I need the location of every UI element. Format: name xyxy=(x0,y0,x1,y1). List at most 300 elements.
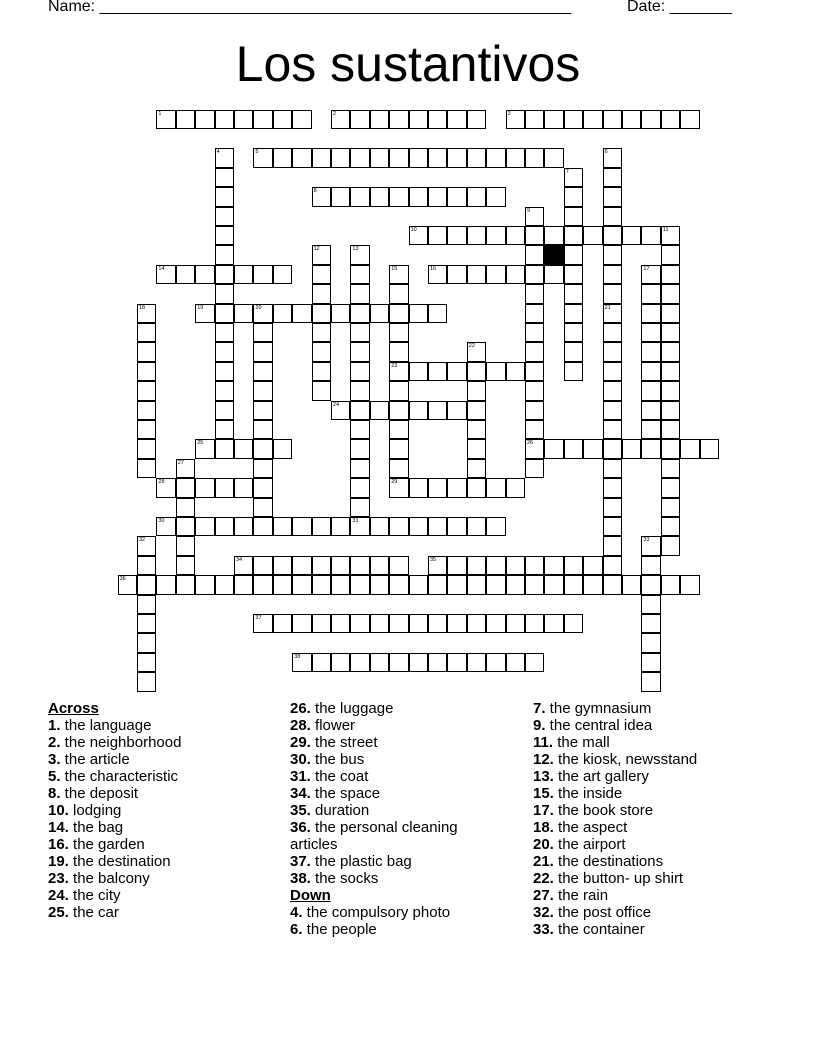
crossword-cell[interactable] xyxy=(641,342,660,361)
crossword-cell[interactable] xyxy=(195,304,214,323)
crossword-cell[interactable] xyxy=(603,439,622,458)
crossword-cell[interactable] xyxy=(215,226,234,245)
crossword-cell[interactable] xyxy=(525,226,544,245)
crossword-cell[interactable] xyxy=(409,517,428,536)
crossword-cell[interactable] xyxy=(525,284,544,303)
crossword-cell[interactable] xyxy=(292,556,311,575)
crossword-cell[interactable] xyxy=(409,478,428,497)
crossword-cell[interactable] xyxy=(253,362,272,381)
crossword-cell[interactable] xyxy=(525,459,544,478)
crossword-cell[interactable] xyxy=(641,614,660,633)
crossword-cell[interactable] xyxy=(603,420,622,439)
crossword-cell[interactable] xyxy=(447,653,466,672)
crossword-cell[interactable] xyxy=(195,265,214,284)
crossword-cell[interactable] xyxy=(195,517,214,536)
crossword-cell[interactable] xyxy=(350,401,369,420)
crossword-cell[interactable] xyxy=(525,575,544,594)
crossword-cell[interactable] xyxy=(428,304,447,323)
crossword-cell[interactable] xyxy=(641,304,660,323)
crossword-cell[interactable] xyxy=(603,556,622,575)
crossword-cell[interactable] xyxy=(350,614,369,633)
crossword-cell[interactable] xyxy=(661,362,680,381)
crossword-cell[interactable] xyxy=(370,556,389,575)
crossword-cell[interactable] xyxy=(564,265,583,284)
crossword-cell[interactable] xyxy=(467,439,486,458)
crossword-cell[interactable] xyxy=(661,517,680,536)
crossword-cell[interactable] xyxy=(253,323,272,342)
crossword-cell[interactable] xyxy=(525,381,544,400)
crossword-cell[interactable] xyxy=(603,381,622,400)
crossword-cell[interactable] xyxy=(253,420,272,439)
crossword-cell[interactable] xyxy=(312,304,331,323)
crossword-cell[interactable] xyxy=(603,245,622,264)
crossword-cell[interactable] xyxy=(447,265,466,284)
crossword-cell[interactable] xyxy=(564,362,583,381)
crossword-cell[interactable] xyxy=(331,653,350,672)
crossword-cell[interactable] xyxy=(409,226,428,245)
crossword-cell[interactable] xyxy=(409,575,428,594)
crossword-cell[interactable] xyxy=(564,323,583,342)
crossword-cell[interactable] xyxy=(447,110,466,129)
crossword-cell[interactable] xyxy=(253,304,272,323)
crossword-cell[interactable] xyxy=(641,595,660,614)
crossword-cell[interactable] xyxy=(389,381,408,400)
crossword-cell[interactable] xyxy=(467,517,486,536)
crossword-cell[interactable] xyxy=(506,575,525,594)
crossword-cell[interactable] xyxy=(137,381,156,400)
crossword-cell[interactable] xyxy=(447,478,466,497)
crossword-cell[interactable] xyxy=(525,653,544,672)
crossword-cell[interactable] xyxy=(253,517,272,536)
crossword-cell[interactable] xyxy=(544,439,563,458)
crossword-cell[interactable] xyxy=(641,362,660,381)
crossword-cell[interactable] xyxy=(467,110,486,129)
crossword-cell[interactable] xyxy=(564,614,583,633)
crossword-cell[interactable] xyxy=(641,226,660,245)
crossword-cell[interactable] xyxy=(641,323,660,342)
crossword-cell[interactable] xyxy=(428,148,447,167)
crossword-cell[interactable] xyxy=(215,478,234,497)
crossword-cell[interactable] xyxy=(486,187,505,206)
crossword-cell[interactable] xyxy=(350,439,369,458)
crossword-cell[interactable] xyxy=(312,284,331,303)
crossword-cell[interactable] xyxy=(486,148,505,167)
crossword-cell[interactable] xyxy=(292,304,311,323)
crossword-cell[interactable] xyxy=(350,187,369,206)
crossword-cell[interactable] xyxy=(447,575,466,594)
crossword-cell[interactable] xyxy=(253,401,272,420)
crossword-cell[interactable] xyxy=(331,304,350,323)
crossword-cell[interactable] xyxy=(253,459,272,478)
crossword-cell[interactable] xyxy=(661,478,680,497)
crossword-cell[interactable] xyxy=(467,653,486,672)
crossword-cell[interactable] xyxy=(506,110,525,129)
crossword-cell[interactable] xyxy=(215,401,234,420)
crossword-cell[interactable] xyxy=(564,207,583,226)
crossword-cell[interactable] xyxy=(661,420,680,439)
crossword-cell[interactable] xyxy=(215,304,234,323)
crossword-cell[interactable] xyxy=(389,284,408,303)
crossword-cell[interactable] xyxy=(661,304,680,323)
crossword-cell[interactable] xyxy=(409,362,428,381)
crossword-cell[interactable] xyxy=(622,110,641,129)
crossword-cell[interactable] xyxy=(350,498,369,517)
crossword-cell[interactable] xyxy=(215,168,234,187)
crossword-cell[interactable] xyxy=(525,362,544,381)
crossword-cell[interactable] xyxy=(486,265,505,284)
crossword-cell[interactable] xyxy=(525,439,544,458)
crossword-cell[interactable] xyxy=(564,226,583,245)
crossword-cell[interactable] xyxy=(603,187,622,206)
crossword-cell[interactable] xyxy=(389,653,408,672)
crossword-cell[interactable] xyxy=(176,517,195,536)
crossword-cell[interactable] xyxy=(389,304,408,323)
crossword-cell[interactable] xyxy=(370,575,389,594)
crossword-cell[interactable] xyxy=(428,226,447,245)
crossword-cell[interactable] xyxy=(253,381,272,400)
crossword-cell[interactable] xyxy=(234,556,253,575)
crossword-cell[interactable] xyxy=(544,575,563,594)
crossword-cell[interactable] xyxy=(603,517,622,536)
crossword-cell[interactable] xyxy=(292,517,311,536)
crossword-cell[interactable] xyxy=(603,110,622,129)
crossword-cell[interactable] xyxy=(564,110,583,129)
crossword-cell[interactable] xyxy=(447,556,466,575)
crossword-cell[interactable] xyxy=(215,517,234,536)
crossword-cell[interactable] xyxy=(525,342,544,361)
crossword-cell[interactable] xyxy=(661,439,680,458)
crossword-cell[interactable] xyxy=(389,614,408,633)
crossword-cell[interactable] xyxy=(409,187,428,206)
crossword-cell[interactable] xyxy=(215,110,234,129)
crossword-cell[interactable] xyxy=(409,110,428,129)
crossword-cell[interactable] xyxy=(350,420,369,439)
crossword-cell[interactable] xyxy=(176,478,195,497)
crossword-cell[interactable] xyxy=(350,110,369,129)
crossword-cell[interactable] xyxy=(603,401,622,420)
crossword-cell[interactable] xyxy=(544,265,563,284)
crossword-cell[interactable] xyxy=(564,187,583,206)
crossword-cell[interactable] xyxy=(253,614,272,633)
crossword-cell[interactable] xyxy=(273,265,292,284)
crossword-cell[interactable] xyxy=(370,148,389,167)
crossword-cell[interactable] xyxy=(156,478,175,497)
crossword-cell[interactable] xyxy=(389,478,408,497)
crossword-cell[interactable] xyxy=(312,148,331,167)
crossword-cell[interactable] xyxy=(603,284,622,303)
crossword-cell[interactable] xyxy=(428,556,447,575)
crossword-cell[interactable] xyxy=(253,556,272,575)
crossword-cell[interactable] xyxy=(486,614,505,633)
crossword-cell[interactable] xyxy=(603,304,622,323)
crossword-cell[interactable] xyxy=(253,342,272,361)
crossword-cell[interactable] xyxy=(428,265,447,284)
crossword-cell[interactable] xyxy=(467,556,486,575)
crossword-cell[interactable] xyxy=(428,401,447,420)
crossword-cell[interactable] xyxy=(370,517,389,536)
crossword-cell[interactable] xyxy=(215,207,234,226)
crossword-cell[interactable] xyxy=(409,614,428,633)
crossword-cell[interactable] xyxy=(525,614,544,633)
crossword-cell[interactable] xyxy=(215,284,234,303)
crossword-cell[interactable] xyxy=(641,265,660,284)
crossword-cell[interactable] xyxy=(564,439,583,458)
crossword-cell[interactable] xyxy=(661,110,680,129)
crossword-cell[interactable] xyxy=(292,148,311,167)
crossword-cell[interactable] xyxy=(428,187,447,206)
crossword-cell[interactable] xyxy=(156,575,175,594)
crossword-cell[interactable] xyxy=(525,420,544,439)
crossword-cell[interactable] xyxy=(331,148,350,167)
crossword-cell[interactable] xyxy=(292,653,311,672)
crossword-cell[interactable] xyxy=(389,556,408,575)
crossword-cell[interactable] xyxy=(273,614,292,633)
crossword-cell[interactable] xyxy=(312,245,331,264)
crossword-cell[interactable] xyxy=(350,517,369,536)
crossword-cell[interactable] xyxy=(486,226,505,245)
crossword-cell[interactable] xyxy=(525,110,544,129)
crossword-cell[interactable] xyxy=(486,575,505,594)
crossword-cell[interactable] xyxy=(641,420,660,439)
crossword-cell[interactable] xyxy=(525,304,544,323)
crossword-cell[interactable] xyxy=(234,265,253,284)
crossword-cell[interactable] xyxy=(525,265,544,284)
crossword-cell[interactable] xyxy=(350,245,369,264)
crossword-cell[interactable] xyxy=(389,187,408,206)
crossword-cell[interactable] xyxy=(661,498,680,517)
crossword-cell[interactable] xyxy=(273,556,292,575)
crossword-cell[interactable] xyxy=(544,148,563,167)
crossword-cell[interactable] xyxy=(661,401,680,420)
crossword-cell[interactable] xyxy=(253,498,272,517)
crossword-cell[interactable] xyxy=(389,110,408,129)
crossword-cell[interactable] xyxy=(370,110,389,129)
crossword-cell[interactable] xyxy=(137,595,156,614)
crossword-cell[interactable] xyxy=(603,459,622,478)
crossword-cell[interactable] xyxy=(215,362,234,381)
crossword-cell[interactable] xyxy=(447,226,466,245)
crossword-cell[interactable] xyxy=(389,401,408,420)
crossword-cell[interactable] xyxy=(312,575,331,594)
crossword-cell[interactable] xyxy=(603,498,622,517)
crossword-cell[interactable] xyxy=(215,575,234,594)
crossword-cell[interactable] xyxy=(137,401,156,420)
crossword-cell[interactable] xyxy=(215,148,234,167)
crossword-cell[interactable] xyxy=(389,342,408,361)
crossword-cell[interactable] xyxy=(273,517,292,536)
crossword-cell[interactable] xyxy=(176,575,195,594)
crossword-cell[interactable] xyxy=(641,536,660,555)
crossword-cell[interactable] xyxy=(312,342,331,361)
crossword-cell[interactable] xyxy=(467,148,486,167)
crossword-cell[interactable] xyxy=(583,439,602,458)
crossword-cell[interactable] xyxy=(253,148,272,167)
crossword-cell[interactable] xyxy=(467,187,486,206)
crossword-cell[interactable] xyxy=(661,459,680,478)
crossword-cell[interactable] xyxy=(215,342,234,361)
crossword-cell[interactable] xyxy=(370,614,389,633)
crossword-cell[interactable] xyxy=(603,226,622,245)
crossword-cell[interactable] xyxy=(156,110,175,129)
crossword-cell[interactable] xyxy=(641,575,660,594)
crossword-cell[interactable] xyxy=(350,342,369,361)
crossword-cell[interactable] xyxy=(544,110,563,129)
crossword-cell[interactable] xyxy=(467,226,486,245)
crossword-cell[interactable] xyxy=(680,439,699,458)
crossword-cell[interactable] xyxy=(389,439,408,458)
crossword-cell[interactable] xyxy=(583,110,602,129)
crossword-cell[interactable] xyxy=(428,653,447,672)
crossword-cell[interactable] xyxy=(253,110,272,129)
crossword-cell[interactable] xyxy=(389,420,408,439)
crossword-cell[interactable] xyxy=(603,168,622,187)
crossword-cell[interactable] xyxy=(176,556,195,575)
crossword-cell[interactable] xyxy=(447,148,466,167)
crossword-cell[interactable] xyxy=(331,614,350,633)
crossword-cell[interactable] xyxy=(467,342,486,361)
crossword-cell[interactable] xyxy=(215,439,234,458)
crossword-cell[interactable] xyxy=(370,304,389,323)
crossword-cell[interactable] xyxy=(273,575,292,594)
crossword-cell[interactable] xyxy=(583,575,602,594)
crossword-cell[interactable] xyxy=(137,439,156,458)
crossword-cell[interactable] xyxy=(137,362,156,381)
crossword-cell[interactable] xyxy=(312,614,331,633)
crossword-cell[interactable] xyxy=(467,459,486,478)
crossword-cell[interactable] xyxy=(564,556,583,575)
crossword-cell[interactable] xyxy=(409,401,428,420)
crossword-cell[interactable] xyxy=(156,265,175,284)
crossword-cell[interactable] xyxy=(331,187,350,206)
crossword-cell[interactable] xyxy=(253,439,272,458)
crossword-cell[interactable] xyxy=(467,614,486,633)
crossword-cell[interactable] xyxy=(447,517,466,536)
crossword-cell[interactable] xyxy=(467,265,486,284)
crossword-cell[interactable] xyxy=(312,653,331,672)
crossword-cell[interactable] xyxy=(370,187,389,206)
crossword-cell[interactable] xyxy=(195,110,214,129)
crossword-cell[interactable] xyxy=(641,439,660,458)
crossword-cell[interactable] xyxy=(467,478,486,497)
crossword-cell[interactable] xyxy=(234,575,253,594)
crossword-cell[interactable] xyxy=(680,110,699,129)
crossword-cell[interactable] xyxy=(389,575,408,594)
crossword-cell[interactable] xyxy=(137,536,156,555)
crossword-cell[interactable] xyxy=(428,362,447,381)
crossword-cell[interactable] xyxy=(506,265,525,284)
crossword-cell[interactable] xyxy=(312,323,331,342)
crossword-cell[interactable] xyxy=(544,614,563,633)
crossword-cell[interactable] xyxy=(622,226,641,245)
crossword-cell[interactable] xyxy=(641,556,660,575)
crossword-cell[interactable] xyxy=(176,536,195,555)
crossword-cell[interactable] xyxy=(583,226,602,245)
crossword-cell[interactable] xyxy=(292,575,311,594)
crossword-cell[interactable] xyxy=(467,401,486,420)
crossword-cell[interactable] xyxy=(273,304,292,323)
crossword-cell[interactable] xyxy=(312,381,331,400)
crossword-cell[interactable] xyxy=(312,265,331,284)
crossword-cell[interactable] xyxy=(525,207,544,226)
crossword-cell[interactable] xyxy=(641,633,660,652)
crossword-cell[interactable] xyxy=(661,226,680,245)
crossword-cell[interactable] xyxy=(137,304,156,323)
crossword-cell[interactable] xyxy=(525,556,544,575)
crossword-cell[interactable] xyxy=(312,187,331,206)
crossword-cell[interactable] xyxy=(331,517,350,536)
crossword-cell[interactable] xyxy=(350,323,369,342)
crossword-cell[interactable] xyxy=(661,575,680,594)
crossword-cell[interactable] xyxy=(603,207,622,226)
crossword-cell[interactable] xyxy=(176,265,195,284)
crossword-cell[interactable] xyxy=(661,536,680,555)
crossword-cell[interactable] xyxy=(389,517,408,536)
crossword-cell[interactable] xyxy=(641,672,660,691)
crossword-cell[interactable] xyxy=(661,284,680,303)
crossword-cell[interactable] xyxy=(273,148,292,167)
crossword-cell[interactable] xyxy=(447,401,466,420)
crossword-cell[interactable] xyxy=(176,110,195,129)
crossword-cell[interactable] xyxy=(389,265,408,284)
crossword-cell[interactable] xyxy=(195,575,214,594)
crossword-cell[interactable] xyxy=(525,148,544,167)
crossword-cell[interactable] xyxy=(215,187,234,206)
crossword-cell[interactable] xyxy=(234,304,253,323)
crossword-cell[interactable] xyxy=(156,517,175,536)
crossword-cell[interactable] xyxy=(564,245,583,264)
crossword-cell[interactable] xyxy=(564,284,583,303)
crossword-cell[interactable] xyxy=(137,459,156,478)
crossword-cell[interactable] xyxy=(312,517,331,536)
crossword-cell[interactable] xyxy=(603,536,622,555)
crossword-cell[interactable] xyxy=(564,575,583,594)
crossword-cell[interactable] xyxy=(137,633,156,652)
crossword-cell[interactable] xyxy=(234,517,253,536)
crossword-cell[interactable] xyxy=(312,556,331,575)
crossword-cell[interactable] xyxy=(234,478,253,497)
crossword-cell[interactable] xyxy=(603,265,622,284)
crossword-cell[interactable] xyxy=(137,420,156,439)
crossword-cell[interactable] xyxy=(350,556,369,575)
crossword-cell[interactable] xyxy=(603,148,622,167)
crossword-cell[interactable] xyxy=(331,556,350,575)
crossword-cell[interactable] xyxy=(331,401,350,420)
crossword-cell[interactable] xyxy=(253,575,272,594)
crossword-cell[interactable] xyxy=(389,323,408,342)
crossword-cell[interactable] xyxy=(273,439,292,458)
crossword-cell[interactable] xyxy=(525,245,544,264)
crossword-cell[interactable] xyxy=(661,381,680,400)
crossword-cell[interactable] xyxy=(350,459,369,478)
crossword-cell[interactable] xyxy=(195,478,214,497)
crossword-cell[interactable] xyxy=(525,401,544,420)
crossword-cell[interactable] xyxy=(641,401,660,420)
crossword-cell[interactable] xyxy=(467,362,486,381)
crossword-cell[interactable] xyxy=(137,653,156,672)
crossword-cell[interactable] xyxy=(389,362,408,381)
crossword-cell[interactable] xyxy=(137,614,156,633)
crossword-cell[interactable] xyxy=(661,323,680,342)
crossword-cell[interactable] xyxy=(583,556,602,575)
crossword-cell[interactable] xyxy=(137,575,156,594)
crossword-cell[interactable] xyxy=(506,653,525,672)
crossword-cell[interactable] xyxy=(486,653,505,672)
crossword-cell[interactable] xyxy=(234,439,253,458)
crossword-cell[interactable] xyxy=(118,575,137,594)
crossword-cell[interactable] xyxy=(350,265,369,284)
crossword-cell[interactable] xyxy=(195,439,214,458)
crossword-cell[interactable] xyxy=(137,672,156,691)
